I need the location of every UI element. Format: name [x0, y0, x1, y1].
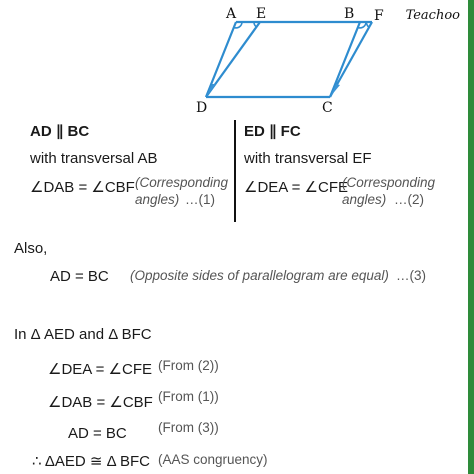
label-d: D [196, 100, 208, 116]
column-divider [234, 120, 236, 222]
right-angle-equation: ∠DEA = ∠CFE [244, 179, 349, 196]
also-label: Also, [14, 240, 48, 257]
parallelogram-figure [0, 0, 474, 120]
label-a: A [226, 6, 237, 22]
label-c: C [322, 100, 333, 116]
also-equation: AD = BC [50, 268, 109, 285]
line-ad [206, 22, 236, 97]
proof-row-2-eq: ∠DAB = ∠CBF [48, 394, 153, 411]
proof-row-2-reason: (From (1)) [158, 389, 219, 404]
proof-conclusion-reason: (AAS congruency) [158, 452, 268, 467]
label-b: B [344, 6, 355, 22]
label-f: F [374, 8, 384, 24]
also-reason: (Opposite sides of parallelogram are equal) [130, 268, 389, 283]
also-equation-ref: …(3) [396, 268, 426, 283]
right-reason-line1: (Corresponding [342, 175, 436, 190]
proof-row-3-eq: AD = BC [68, 425, 127, 442]
left-reason-line1: (Corresponding [135, 175, 229, 190]
proof-conclusion: ∴ ΔAED ≅ Δ BFC [32, 453, 151, 470]
label-e: E [256, 6, 267, 22]
left-transversal: with transversal AB [30, 150, 158, 167]
line-bc [330, 22, 360, 97]
triangles-heading: In Δ AED and Δ BFC [14, 326, 152, 343]
brand-logo: Teachoo [405, 8, 460, 23]
left-parallel-statement: AD ∥ BC [30, 123, 90, 140]
left-angle-equation: ∠DAB = ∠CBF [30, 179, 135, 196]
right-parallel-statement: ED ∥ FC [244, 123, 301, 140]
proof-row-1-reason: (From (2)) [158, 358, 219, 373]
right-transversal: with transversal EF [244, 150, 372, 167]
right-equation-ref: …(2) [394, 192, 424, 207]
right-reason-line2: angles) [342, 192, 387, 207]
proof-row-1-eq: ∠DEA = ∠CFE [48, 361, 153, 378]
left-equation-ref: …(1) [185, 192, 215, 207]
proof-row-3-reason: (From (3)) [158, 420, 219, 435]
left-reason-line2: angles) [135, 192, 180, 207]
